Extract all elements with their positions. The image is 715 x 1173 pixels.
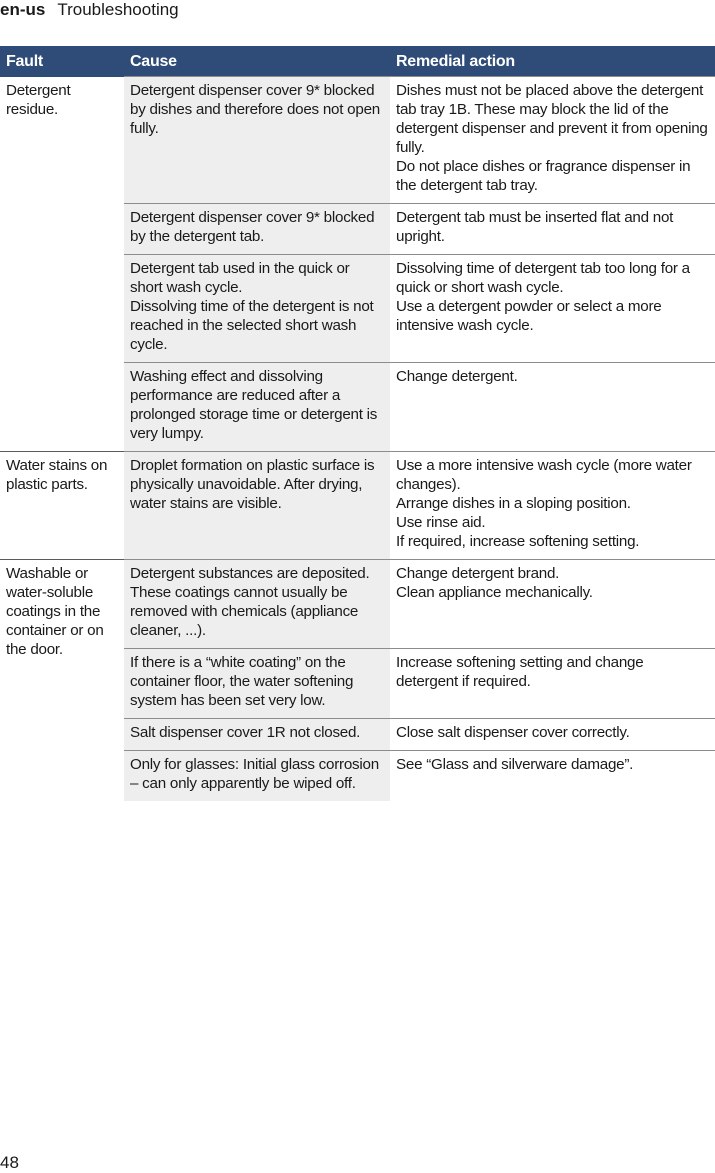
cause-text: Detergent dispenser cover 9* blocked by dishes and therefore does not open fully. [130, 82, 380, 137]
remedial-action-cell [390, 452, 715, 560]
action-text: Dishes must not be placed above the detergent tab tray 1B. These may block the lid of the detergent dispenser and prevent it from opening fully. [396, 82, 708, 156]
remedial-action-cell [390, 204, 715, 255]
cause-cell [124, 719, 390, 751]
action-text: Use a detergent powder or select a more intensive wash cycle. [396, 298, 662, 334]
remedial-action-cell [390, 77, 715, 204]
action-text: Detergent tab must be inserted flat and not upright. [396, 209, 674, 245]
action-text: Close salt dispenser cover correctly. [396, 724, 630, 741]
action-text: Arrange dishes in a sloping position. [396, 495, 631, 512]
cause-cell [124, 452, 390, 560]
table-header-row [0, 46, 715, 77]
fault-cell: Washable or water-soluble coatings in the container or on the door. [0, 560, 124, 802]
language-code: en-us [0, 0, 46, 19]
table-body [0, 77, 715, 802]
troubleshooting-table [0, 46, 715, 801]
page-header [0, 0, 179, 22]
cause-cell [124, 751, 390, 802]
cause-text: Droplet formation on plastic surface is physically unavoidable. After drying, water stains are visible. [130, 457, 375, 512]
remedial-action-cell [390, 560, 715, 649]
column-header-remedial-action: Remedial action [390, 46, 715, 77]
table-row [0, 452, 715, 560]
cause-cell [124, 204, 390, 255]
cause-cell [124, 363, 390, 452]
cause-text: Only for glasses: Initial glass corrosion – can only apparently be wiped off. [130, 756, 379, 792]
action-text: Use a more intensive wash cycle (more water changes). [396, 457, 692, 493]
remedial-action-cell [390, 649, 715, 719]
column-header-cause: Cause [124, 46, 390, 77]
cause-cell [124, 560, 390, 649]
action-text: Increase softening setting and change detergent if required. [396, 654, 644, 690]
remedial-action-cell [390, 751, 715, 802]
cause-text: Detergent substances are deposited. These coatings cannot usually be removed with chemicals (appliance cleaner, ...). [130, 565, 370, 639]
cause-text: If there is a “white coating” on the container floor, the water softening system has been set very low. [130, 654, 354, 709]
column-header-fault: Fault [0, 46, 124, 77]
remedial-action-cell [390, 363, 715, 452]
table-row [0, 77, 715, 204]
remedial-action-cell [390, 719, 715, 751]
section-title: Troubleshooting [57, 0, 179, 19]
cause-cell [124, 255, 390, 363]
cause-text: Detergent dispenser cover 9* blocked by the detergent tab. [130, 209, 375, 245]
page-number: 48 [0, 1153, 19, 1172]
action-text: Dissolving time of detergent tab too long for a quick or short wash cycle. [396, 260, 690, 296]
action-text: Use rinse aid. [396, 514, 486, 531]
cause-cell [124, 77, 390, 204]
action-text: Change detergent brand. [396, 565, 560, 582]
cause-text: Detergent tab used in the quick or short wash cycle. [130, 260, 350, 296]
action-text: Change detergent. [396, 368, 518, 385]
action-text: See “Glass and silverware damage”. [396, 756, 634, 773]
cause-text: Dissolving time of the detergent is not reached in the selected short wash cycle. [130, 298, 374, 353]
table-row [0, 560, 715, 649]
cause-text: Washing effect and dissolving performance are reduced after a prolonged storage time or detergent is very lumpy. [130, 368, 378, 442]
action-text: If required, increase softening setting. [396, 533, 640, 550]
remedial-action-cell [390, 255, 715, 363]
fault-cell: Water stains on plastic parts. [0, 452, 124, 560]
action-text: Do not place dishes or fragrance dispenser in the detergent tab tray. [396, 158, 691, 194]
fault-cell: Detergent residue. [0, 77, 124, 452]
action-text: Clean appliance mechanically. [396, 584, 593, 601]
cause-cell [124, 649, 390, 719]
cause-text: Salt dispenser cover 1R not closed. [130, 724, 361, 741]
